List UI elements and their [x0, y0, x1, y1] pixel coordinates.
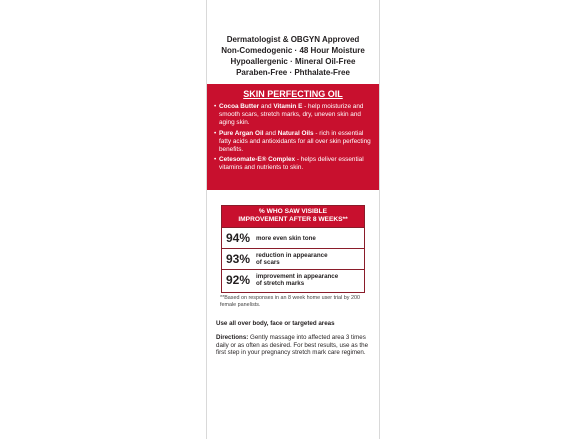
benefit-ingredient: Cetesomate-E® Complex — [219, 156, 296, 164]
result-description-line: more even skin tone — [256, 234, 316, 242]
results-heading — [222, 206, 364, 227]
benefit-ingredient: Pure Argan Oil — [219, 129, 264, 137]
benefit-text: - help moisturize and smooth scars, stretch marks, dry, uneven skin and aging skin. — [219, 103, 364, 127]
result-percent: 93% — [226, 252, 251, 266]
usage-note: Use all over body, face or targeted areas — [216, 320, 335, 327]
benefit-list — [207, 103, 379, 173]
results-heading-line: % WHO SAW VISIBLE — [258, 208, 328, 215]
claim-line: Hypoallergenic · Mineral Oil-Free — [230, 57, 356, 66]
result-row — [222, 227, 364, 248]
benefit-connector: and — [259, 103, 274, 110]
result-description-line: reduction in appearance — [256, 252, 328, 259]
benefit-text: - helps deliver essential vitamins and nutrients to skin. — [219, 156, 364, 172]
directions-text — [216, 334, 372, 357]
directions-body: Gently massage into affected area 3 times daily or as often as desired. For best results, use as the first step in your pregnancy stretch mark care regimen. — [216, 334, 369, 357]
benefit-ingredient: Vitamin E — [273, 103, 303, 110]
claim-line: Non-Comedogenic · 48 Hour Moisture — [221, 46, 365, 55]
result-description-line: of scars — [256, 259, 280, 266]
result-row — [222, 269, 364, 290]
result-percent: 92% — [226, 273, 251, 287]
benefit-item — [214, 156, 375, 172]
product-claims — [207, 34, 379, 78]
benefit-ingredient: Cocoa Butter — [219, 103, 260, 110]
claim-line: Paraben-Free · Phthalate-Free — [236, 68, 350, 77]
benefit-text: - rich in essential fatty acids and antioxidants for all over skin perfecting benefits. — [219, 129, 371, 154]
result-description-line: of stretch marks — [256, 280, 305, 287]
result-description — [256, 273, 338, 287]
product-panel — [206, 0, 380, 439]
result-description — [256, 252, 328, 266]
benefit-item — [214, 130, 375, 155]
benefit-ingredient: Natural Oils — [277, 129, 314, 137]
result-percent: 94% — [226, 231, 251, 245]
skin-perfecting-oil-box — [207, 84, 379, 190]
result-description — [256, 235, 316, 242]
benefit-item — [214, 103, 375, 128]
directions-label: Directions: — [216, 334, 249, 341]
result-row — [222, 248, 364, 269]
claim-line: Dermatologist & OBGYN Approved — [226, 35, 360, 44]
result-description-line: improvement in appearance — [256, 273, 339, 280]
results-table — [221, 205, 365, 293]
study-footnote: **Based on responses in an 8 week home user trial by 200 female panelists. — [220, 295, 360, 308]
results-heading-line: IMPROVEMENT AFTER 8 WEEKS** — [238, 216, 348, 223]
oil-section-title: SKIN PERFECTING OIL — [243, 89, 343, 99]
benefit-connector: and — [263, 129, 278, 137]
